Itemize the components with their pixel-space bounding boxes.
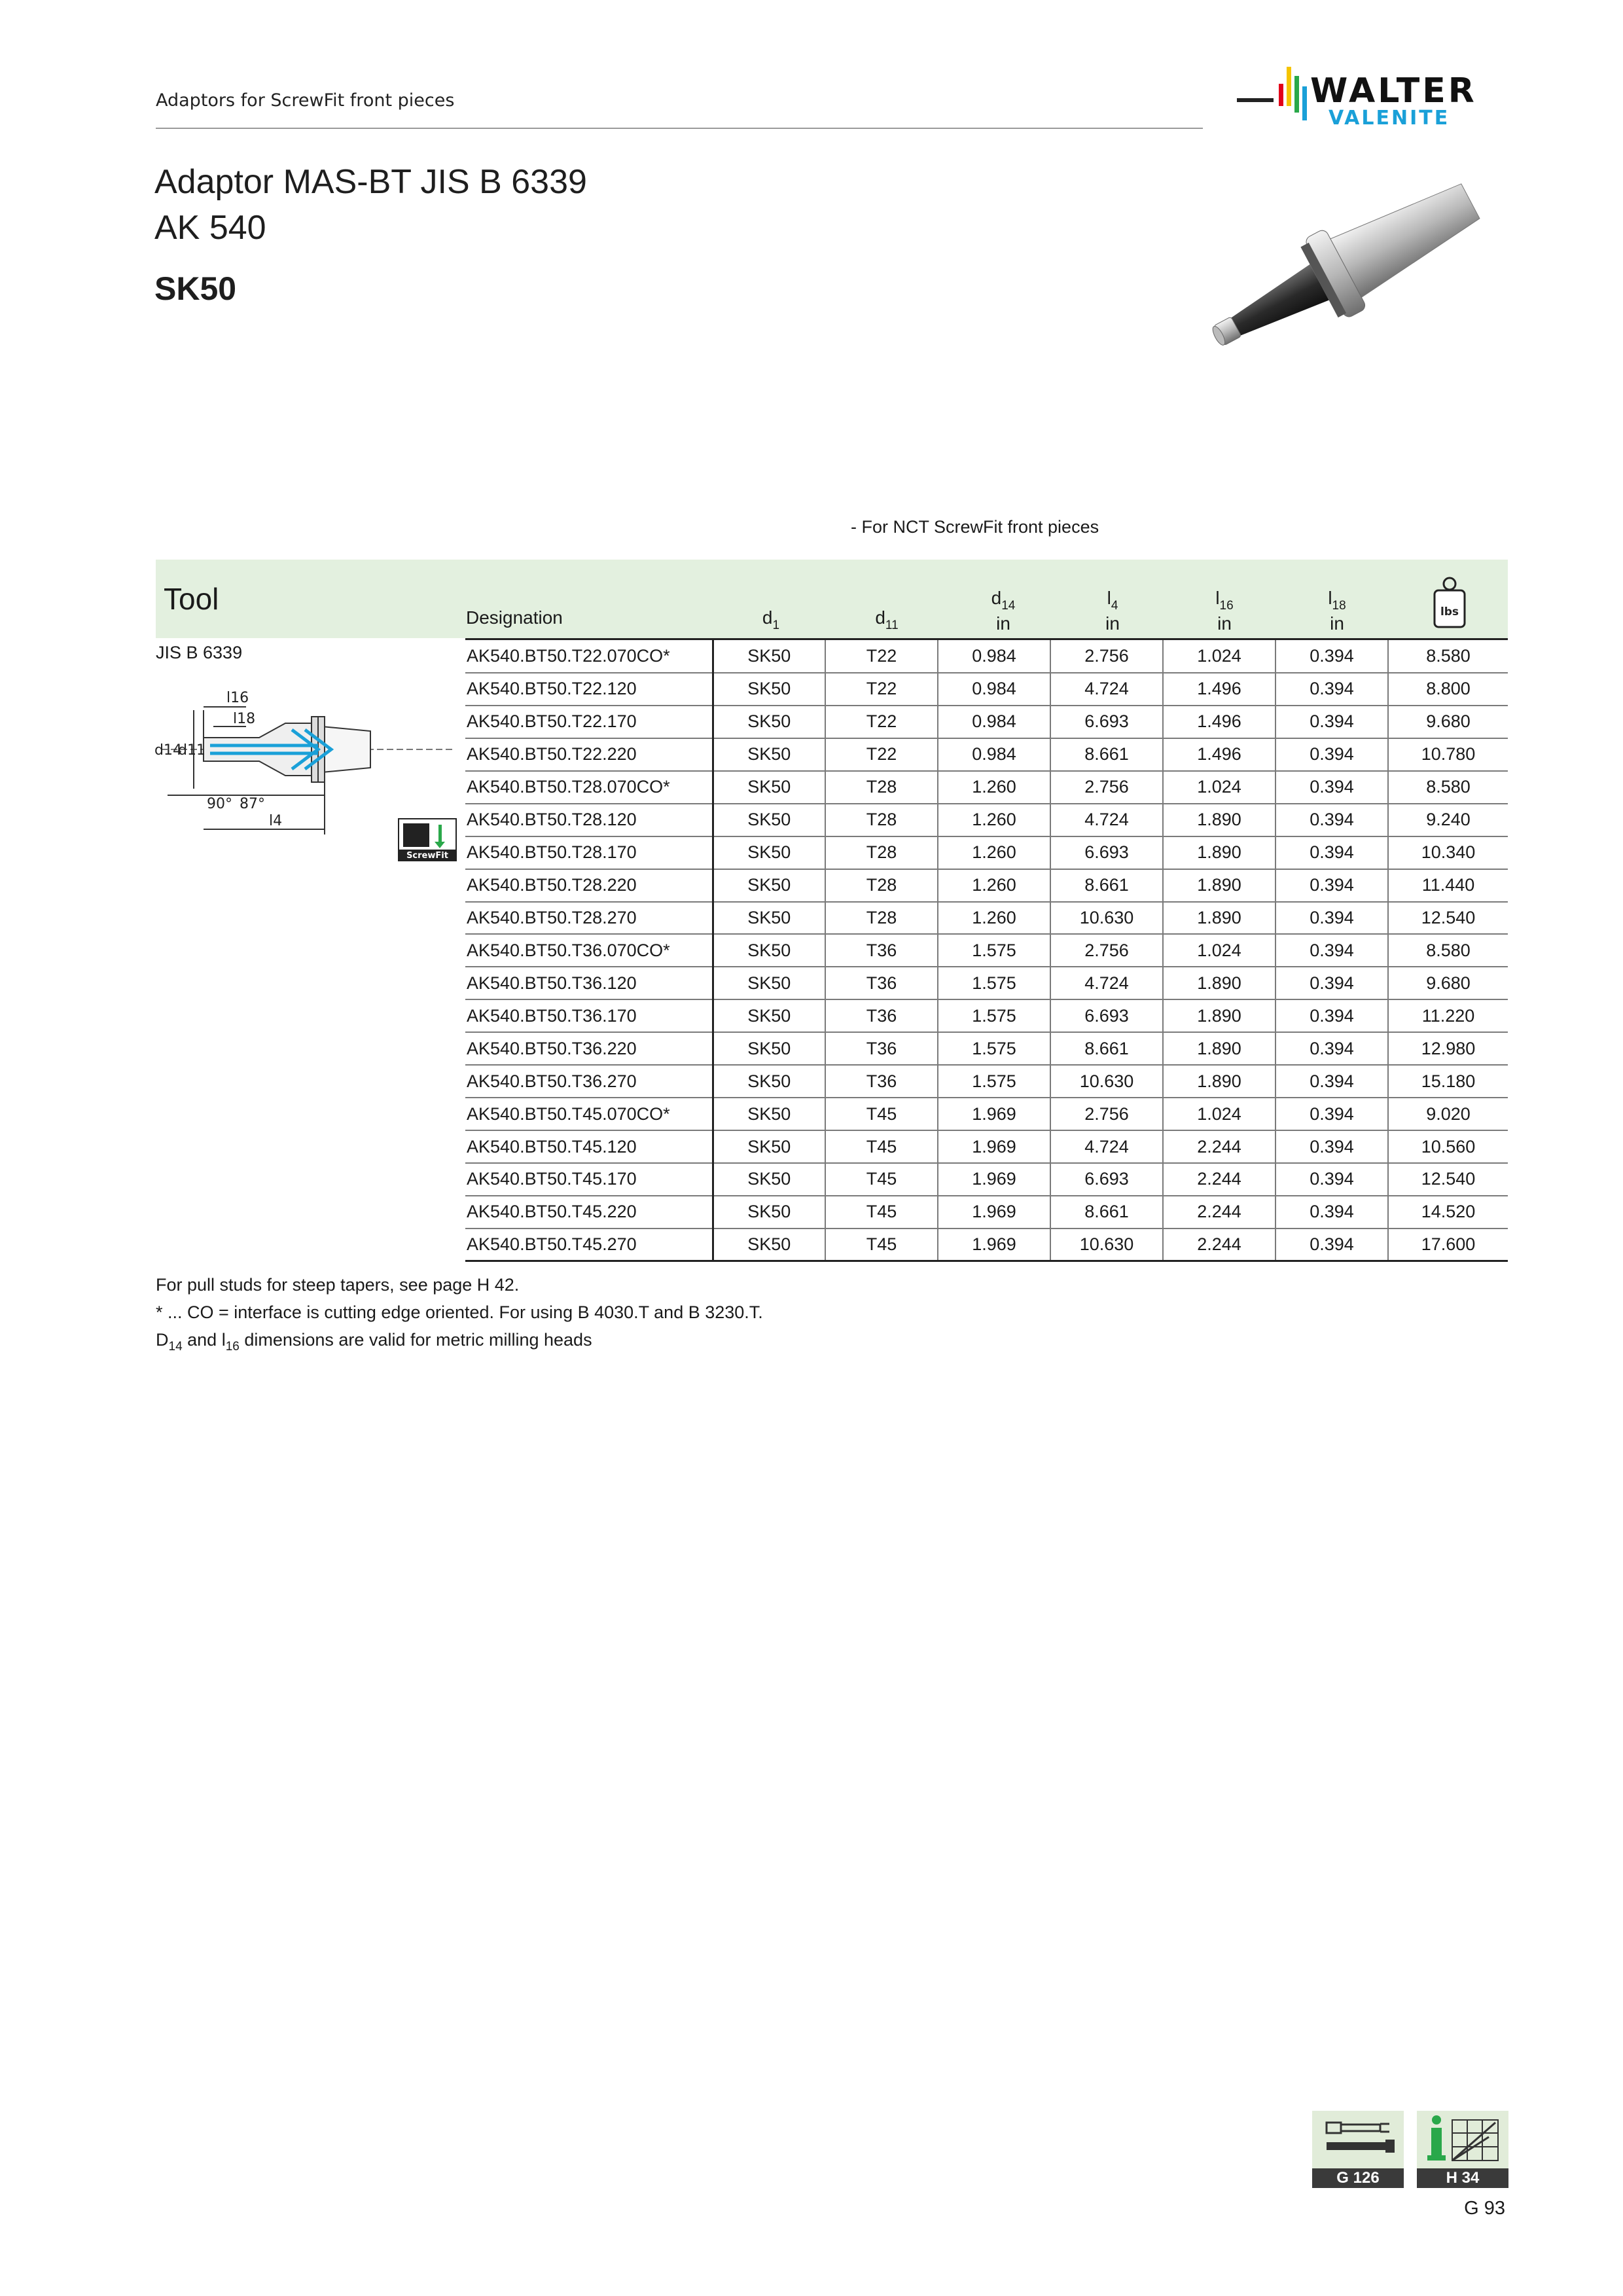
value-cell: 1.024 — [1163, 640, 1275, 673]
value-cell: T36 — [825, 967, 938, 999]
value-cell: SK50 — [713, 1130, 825, 1163]
value-cell: T28 — [825, 771, 938, 804]
value-cell: 1.496 — [1163, 706, 1275, 738]
adaptor-product-image — [1149, 157, 1515, 393]
value-cell: 1.969 — [938, 1098, 1050, 1130]
screwfit-text: ScrewFit — [406, 851, 448, 861]
value-cell: 14.520 — [1388, 1196, 1508, 1229]
walter-valenite-logo — [1237, 60, 1515, 132]
designation-cell: AK540.BT50.T28.220 — [465, 869, 713, 902]
screwfit-badge — [398, 818, 457, 861]
value-cell: 10.780 — [1388, 738, 1508, 771]
value-cell: 1.890 — [1163, 1065, 1275, 1098]
designation-cell: AK540.BT50.T28.070CO* — [465, 771, 713, 804]
value-cell: 8.661 — [1050, 1032, 1163, 1065]
value-cell: 11.440 — [1388, 869, 1508, 902]
label-l16: l16 — [226, 690, 249, 706]
taper-size: SK50 — [154, 270, 237, 307]
value-cell: SK50 — [713, 1032, 825, 1065]
product-title: Adaptor MAS-BT JIS B 6339 — [154, 163, 587, 201]
value-cell: 1.024 — [1163, 771, 1275, 804]
tool-label: Tool — [164, 582, 219, 616]
value-cell: 0.394 — [1275, 1098, 1388, 1130]
table-row — [465, 1196, 1508, 1229]
designation-cell: AK540.BT50.T36.220 — [465, 1032, 713, 1065]
value-cell: 1.575 — [938, 999, 1050, 1032]
header-designation: Designation — [466, 607, 563, 628]
designation-cell: AK540.BT50.T22.220 — [465, 738, 713, 771]
value-cell: T28 — [825, 804, 938, 836]
value-cell: 0.394 — [1275, 999, 1388, 1032]
value-cell: SK50 — [713, 706, 825, 738]
designation-cell: AK540.BT50.T28.120 — [465, 804, 713, 836]
value-cell: 0.394 — [1275, 1196, 1388, 1229]
value-cell: SK50 — [713, 1163, 825, 1196]
value-cell: 8.661 — [1050, 738, 1163, 771]
label-87deg: 87° — [240, 796, 265, 812]
value-cell: SK50 — [713, 804, 825, 836]
section-title: Adaptors for ScrewFit front pieces — [156, 90, 455, 111]
value-cell: SK50 — [713, 999, 825, 1032]
designation-cell: AK540.BT50.T28.270 — [465, 902, 713, 935]
value-cell: 1.575 — [938, 934, 1050, 967]
value-cell: SK50 — [713, 1098, 825, 1130]
table-row — [465, 869, 1508, 902]
table-row — [465, 1163, 1508, 1196]
label-d14: d14 — [154, 742, 182, 759]
value-cell: T36 — [825, 1065, 938, 1098]
table-row — [465, 1130, 1508, 1163]
value-cell: T45 — [825, 1196, 938, 1229]
value-cell: SK50 — [713, 640, 825, 673]
designation-cell: AK540.BT50.T22.120 — [465, 673, 713, 706]
value-cell: T36 — [825, 934, 938, 967]
table-row — [465, 673, 1508, 706]
value-cell: 10.560 — [1388, 1130, 1508, 1163]
value-cell: T22 — [825, 738, 938, 771]
value-cell: 1.890 — [1163, 869, 1275, 902]
value-cell: 1.969 — [938, 1130, 1050, 1163]
table-row — [465, 1032, 1508, 1065]
value-cell: 1.575 — [938, 1065, 1050, 1098]
logo-walter-text: WALTER — [1310, 71, 1477, 111]
value-cell: 4.724 — [1050, 804, 1163, 836]
value-cell: 2.756 — [1050, 640, 1163, 673]
value-cell: 0.394 — [1275, 771, 1388, 804]
table-row — [465, 706, 1508, 738]
value-cell: 8.580 — [1388, 934, 1508, 967]
value-cell: T36 — [825, 999, 938, 1032]
value-cell: 2.244 — [1163, 1196, 1275, 1229]
standard-label: JIS B 6339 — [156, 643, 243, 662]
value-cell: 12.540 — [1388, 902, 1508, 935]
value-cell: 1.890 — [1163, 1032, 1275, 1065]
value-cell: 0.394 — [1275, 1065, 1388, 1098]
value-cell: 1.969 — [938, 1196, 1050, 1229]
value-cell: 0.394 — [1275, 1229, 1388, 1261]
ref-label-g126[interactable]: G 126 — [1312, 2168, 1404, 2188]
table-row — [465, 1229, 1508, 1261]
table-header-band — [156, 560, 1508, 638]
designation-cell: AK540.BT50.T22.070CO* — [465, 640, 713, 673]
value-cell: SK50 — [713, 967, 825, 999]
value-cell: 0.394 — [1275, 804, 1388, 836]
info-chart-icon — [1417, 2111, 1508, 2170]
value-cell: 1.890 — [1163, 967, 1275, 999]
header-d14: $d_{14}$ in — [991, 588, 1016, 634]
value-cell: T36 — [825, 1032, 938, 1065]
designation-cell: AK540.BT50.T36.120 — [465, 967, 713, 999]
value-cell: 1.260 — [938, 869, 1050, 902]
value-cell: 6.693 — [1050, 706, 1163, 738]
value-cell: 1.496 — [1163, 673, 1275, 706]
product-table — [465, 640, 1508, 1262]
value-cell: 0.394 — [1275, 934, 1388, 967]
value-cell: T28 — [825, 869, 938, 902]
value-cell: 0.394 — [1275, 1130, 1388, 1163]
designation-cell: AK540.BT50.T36.170 — [465, 999, 713, 1032]
value-cell: 1.496 — [1163, 738, 1275, 771]
value-cell: 8.661 — [1050, 1196, 1163, 1229]
footnote-co: * ... CO = interface is cutting edge oriented. For using B 4030.T and B 3230.T. — [156, 1302, 763, 1322]
value-cell: T28 — [825, 902, 938, 935]
product-code: AK 540 — [154, 209, 266, 247]
table-row — [465, 934, 1508, 967]
label-d11: d11 — [178, 742, 205, 759]
value-cell: 1.575 — [938, 1032, 1050, 1065]
value-cell: T22 — [825, 673, 938, 706]
table-row — [465, 640, 1508, 673]
page-number: G 93 — [1464, 2198, 1505, 2219]
label-l4: l4 — [269, 813, 283, 829]
table-row — [465, 771, 1508, 804]
value-cell: 1.260 — [938, 836, 1050, 869]
table-row — [465, 902, 1508, 935]
value-cell: 8.580 — [1388, 640, 1508, 673]
value-cell: 10.630 — [1050, 902, 1163, 935]
value-cell: SK50 — [713, 673, 825, 706]
value-cell: 1.260 — [938, 902, 1050, 935]
value-cell: 6.693 — [1050, 999, 1163, 1032]
table-row — [465, 1065, 1508, 1098]
value-cell: 0.394 — [1275, 738, 1388, 771]
value-cell: 8.800 — [1388, 673, 1508, 706]
value-cell: 0.984 — [938, 738, 1050, 771]
value-cell: SK50 — [713, 1065, 825, 1098]
value-cell: 6.693 — [1050, 1163, 1163, 1196]
value-cell: SK50 — [713, 902, 825, 935]
value-cell: 12.540 — [1388, 1163, 1508, 1196]
pull-stud-icon — [1312, 2111, 1404, 2170]
value-cell: 8.580 — [1388, 771, 1508, 804]
header-l18: $l_{18}$ in — [1328, 588, 1346, 634]
value-cell: 2.756 — [1050, 1098, 1163, 1130]
value-cell: 0.394 — [1275, 1163, 1388, 1196]
table-row — [465, 967, 1508, 999]
value-cell: T45 — [825, 1163, 938, 1196]
value-cell: 6.693 — [1050, 836, 1163, 869]
value-cell: 9.240 — [1388, 804, 1508, 836]
value-cell: 1.890 — [1163, 999, 1275, 1032]
footnote-pull-studs: For pull studs for steep tapers, see page H 42. — [156, 1275, 520, 1295]
value-cell: 4.724 — [1050, 673, 1163, 706]
label-90deg: 90° — [207, 796, 232, 812]
value-cell: 8.661 — [1050, 869, 1163, 902]
designation-cell: AK540.BT50.T22.170 — [465, 706, 713, 738]
value-cell: SK50 — [713, 738, 825, 771]
weight-unit: lbs — [1440, 605, 1459, 619]
designation-cell: AK540.BT50.T45.170 — [465, 1163, 713, 1196]
value-cell: 0.394 — [1275, 967, 1388, 999]
value-cell: 4.724 — [1050, 967, 1163, 999]
value-cell: 2.244 — [1163, 1130, 1275, 1163]
application-note: - For NCT ScrewFit front pieces — [851, 517, 1099, 537]
value-cell: SK50 — [713, 934, 825, 967]
value-cell: 1.969 — [938, 1163, 1050, 1196]
value-cell: 10.630 — [1050, 1229, 1163, 1261]
logo-valenite-text: VALENITE — [1329, 107, 1450, 130]
header-d1: $d_1$ — [762, 607, 780, 632]
designation-cell: AK540.BT50.T36.270 — [465, 1065, 713, 1098]
value-cell: 0.394 — [1275, 836, 1388, 869]
header-divider — [156, 128, 1203, 129]
header-l16: $l_{16}$ in — [1215, 588, 1234, 634]
value-cell: 0.394 — [1275, 869, 1388, 902]
table-row — [465, 804, 1508, 836]
value-cell: 1.024 — [1163, 934, 1275, 967]
ref-label-h34[interactable]: H 34 — [1417, 2168, 1508, 2188]
table-row — [465, 738, 1508, 771]
value-cell: SK50 — [713, 1229, 825, 1261]
value-cell: 1.260 — [938, 804, 1050, 836]
value-cell: 0.984 — [938, 706, 1050, 738]
value-cell: 10.630 — [1050, 1065, 1163, 1098]
value-cell: 1.024 — [1163, 1098, 1275, 1130]
header-l4: $l_4$ in — [1105, 588, 1120, 634]
value-cell: T45 — [825, 1130, 938, 1163]
value-cell: 17.600 — [1388, 1229, 1508, 1261]
designation-cell: AK540.BT50.T45.070CO* — [465, 1098, 713, 1130]
value-cell: 1.890 — [1163, 836, 1275, 869]
value-cell: 1.575 — [938, 967, 1050, 999]
value-cell: 0.394 — [1275, 1032, 1388, 1065]
value-cell: 2.756 — [1050, 934, 1163, 967]
table-row — [465, 836, 1508, 869]
value-cell: 15.180 — [1388, 1065, 1508, 1098]
value-cell: 1.890 — [1163, 902, 1275, 935]
value-cell: T22 — [825, 640, 938, 673]
value-cell: 2.244 — [1163, 1163, 1275, 1196]
value-cell: 0.984 — [938, 640, 1050, 673]
designation-cell: AK540.BT50.T45.270 — [465, 1229, 713, 1261]
value-cell: 0.394 — [1275, 640, 1388, 673]
value-cell: 2.244 — [1163, 1229, 1275, 1261]
value-cell: 4.724 — [1050, 1130, 1163, 1163]
header-d11: $d_{11}$ — [875, 607, 899, 632]
footnote-dimensions: $D_{14}$ and $l_{16}$ dimensions are valid for metric milling heads — [156, 1330, 592, 1354]
value-cell: T45 — [825, 1229, 938, 1261]
value-cell: 1.260 — [938, 771, 1050, 804]
value-cell: T45 — [825, 1098, 938, 1130]
value-cell: 10.340 — [1388, 836, 1508, 869]
value-cell: SK50 — [713, 836, 825, 869]
value-cell: SK50 — [713, 869, 825, 902]
designation-cell: AK540.BT50.T45.120 — [465, 1130, 713, 1163]
value-cell: T22 — [825, 706, 938, 738]
value-cell: 12.980 — [1388, 1032, 1508, 1065]
label-l18: l18 — [233, 711, 256, 727]
value-cell: SK50 — [713, 771, 825, 804]
value-cell: SK50 — [713, 1196, 825, 1229]
designation-cell: AK540.BT50.T45.220 — [465, 1196, 713, 1229]
designation-cell: AK540.BT50.T36.070CO* — [465, 934, 713, 967]
value-cell: 0.394 — [1275, 902, 1388, 935]
table-row — [465, 1098, 1508, 1130]
value-cell: 9.680 — [1388, 706, 1508, 738]
weight-icon — [1432, 575, 1467, 630]
value-cell: 9.020 — [1388, 1098, 1508, 1130]
value-cell: 0.394 — [1275, 706, 1388, 738]
value-cell: 0.984 — [938, 673, 1050, 706]
designation-cell: AK540.BT50.T28.170 — [465, 836, 713, 869]
table-row — [465, 999, 1508, 1032]
value-cell: 0.394 — [1275, 673, 1388, 706]
value-cell: 1.890 — [1163, 804, 1275, 836]
value-cell: 11.220 — [1388, 999, 1508, 1032]
value-cell: T28 — [825, 836, 938, 869]
value-cell: 9.680 — [1388, 967, 1508, 999]
value-cell: 1.969 — [938, 1229, 1050, 1261]
value-cell: 2.756 — [1050, 771, 1163, 804]
